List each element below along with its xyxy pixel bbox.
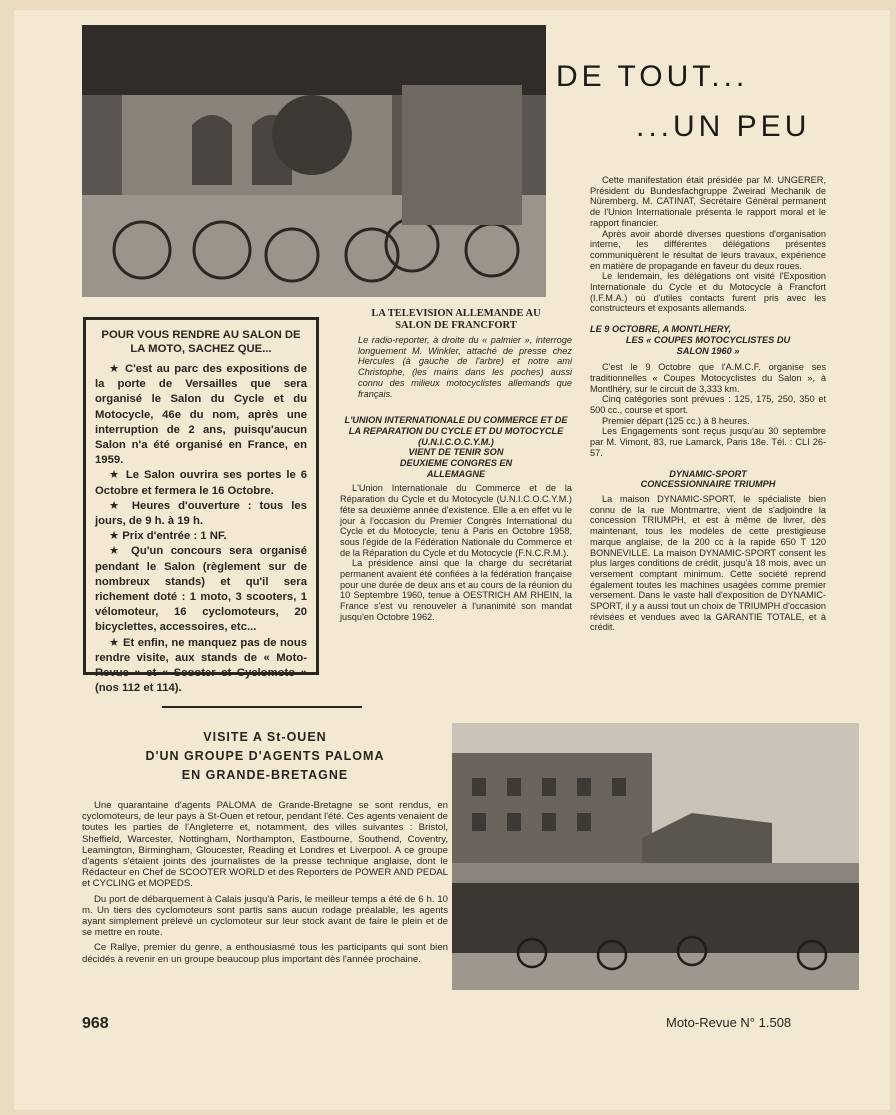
- box-item: ★ Prix d'entrée : 1 NF.: [109, 530, 227, 543]
- dynamic-subheading: CONCESSIONNAIRE TRIUMPH: [640, 479, 776, 490]
- paloma-title-line: EN GRANDE-BRETAGNE: [181, 768, 349, 782]
- headline-line2: ...UN PEU: [636, 110, 811, 143]
- box-item: ★ C'est au parc des expositions de la porte de Versailles que sera organisé le Salon du Cycle et du Motocycle, 46e du nom, après une interruption de 2 ans, puisqu'aucun Salon n'a été organisé en France, en 1959.: [95, 363, 307, 467]
- right-paragraph: Après avoir abordé diverses questions d'organisation interne, les différentes délégations présentes communiquèrent le résultat de leurs travaux, expérience en matière de propagande en faveur du deux roues.: [590, 228, 826, 271]
- union-paragraph: La présidence ainsi que la charge du secrétariat permanent avaient été confiées à la fédération française pour une durée de deux ans et au cours de la réunion du 10 Septembre 1960, tenue à OESTRICH AM RHEIN, la France s'est vu renouveler à l'unanimité son mandat jusqu'en Octobre 1962.: [340, 558, 572, 622]
- union-subheading: VIENT DE TENIR SON DEUXIEME CONGRES EN ALLEMAGNE: [399, 447, 513, 479]
- divider-rule: [162, 706, 362, 708]
- headline-line1: DE TOUT...: [556, 60, 749, 93]
- middle-column: [340, 308, 572, 623]
- paloma-photo: [452, 723, 859, 990]
- salon-info-box: [83, 317, 319, 695]
- box-item: ★ Heures d'ouverture : tous les jours, de 9 h. à 19 h.: [95, 499, 307, 528]
- dynamic-heading: DYNAMIC-SPORT: [669, 468, 747, 479]
- montlhery-paragraph: Les Engagements sont reçus jusqu'au 30 septembre par M. Vimont, 83, rue Lamarck, Paris 18e. Tél. : CLI 26-57.: [590, 426, 826, 458]
- paloma-paragraph: Du port de débarquement à Calais jusqu'à Paris, le meilleur temps a été de 6 h. 10 m. Un tiers des cyclomoteurs sont partis sans aucun rodage préalable, les agents ayant simplement prélevé un cyclomoteur sur leur stock avant de faire le plein et de se mettre en route.: [82, 893, 448, 939]
- salon-photo: [82, 25, 546, 297]
- right-column: [590, 175, 826, 633]
- page-number: 968: [82, 1015, 109, 1032]
- box-item: ★ Et enfin, ne manquez pas de nous rendre visite, aux stands de « Moto-Revue » et « Scooter et Cyclomoto » (nos 112 et 114).: [95, 636, 307, 695]
- dynamic-paragraph: La maison DYNAMIC-SPORT, le spécialiste bien connu de la rue Montmartre, vient de s'adjoindre la concession TRIUMPH, et est à même de livrer, dès maintenant, tous les modèles de cette prestigieuse marque anglaise, de la 200 cc à la rapide 650 T 120 BONNEVILLE. La maison DYNAMIC-SPORT consent les plus larges conditions de crédit, jusqu'à 18 mois, avec un versement comptant minimum. Cette société reprend également toutes les machines usagées comme premier versement. Dans le vaste hall d'exposition de DYNAMIC-SPORT, il y a aussi tout un choix de TRIUMPH d'occasion révisées et vendues avec la GARANTIE TOTALE, et à crédit.: [590, 493, 826, 633]
- paloma-paragraph: Ce Rallye, premier du genre, a enthousiasmé tous les participants qui sont bien décidés à revenir en un groupe beaucoup plus important dès l'année prochaine.: [82, 942, 448, 965]
- box-heading: POUR VOUS RENDRE AU SALON DE LA MOTO, SACHEZ QUE...: [101, 329, 301, 355]
- montlhery-paragraph: C'est le 9 Octobre que l'A.M.C.F. organise ses traditionnelles « Coupes Motocyclistes du Salon », à Montlhéry, sur le circuit de 3,333 km.: [590, 362, 826, 394]
- right-paragraph: Le lendemain, les délégations ont visité l'Exposition Internationale du Cycle et du Motocycle à Francfort (I.F.M.A.) où d'utiles contacts furent pris avec les constructeurs et exposants allemands.: [590, 271, 826, 314]
- paloma-article: [82, 800, 448, 965]
- montlhery-paragraph: Premier départ (125 cc.) à 8 heures.: [602, 415, 750, 426]
- paloma-title: [80, 728, 450, 785]
- paloma-title-line: D'UN GROUPE D'AGENTS PALOMA: [145, 749, 385, 763]
- union-acronym: (U.N.I.C.O.C.Y.M.): [418, 436, 494, 447]
- tv-caption: Le radio-reporter, à droite du « palmier », interroge longuement M. Winkler, attaché de presse chez Hercules (à gauche de l'arbre) et notre ami Christophe, (les mains dans les poches) aussi connu des milieux motocyclistes allemands que français.: [358, 335, 572, 399]
- montlhery-paragraph: Cinq catégories sont prévues : 125, 175, 250, 350 et 500 cc., course et sport.: [590, 394, 826, 416]
- right-paragraph: Cette manifestation était présidée par M. UNGERER, Président du Bundesfachgruppe Zweirad Mechanik de Nüremberg. M. CATINAT, Secrétaire Général permanent de l'Union Internationale présenta le rapport moral et le rapport financier.: [590, 175, 826, 228]
- box-item: ★ Qu'un concours sera organisé pendant le Salon (règlement sur de nombreux stands) et qu'il sera richement doté : 1 moto, 3 scooters, 1 vélomoteur, 16 cyclomoteurs, 20 bicyclettes, accessoires, etc...: [95, 545, 307, 634]
- montlhery-heading: LE 9 OCTOBRE, A MONTLHERY,: [590, 324, 732, 335]
- union-heading: L'UNION INTERNATIONALE DU COMMERCE ET DE LA REPARATION DU CYCLE ET DU MOTOCYCLE: [344, 415, 568, 436]
- union-paragraph: L'Union Internationale du Commerce et de la Réparation du Cycle et du Motocycle (U.N.I.C.O.C.Y.M.) fête sa deuxième année d'existence. Elle a en effet vu le jour à l'occasion du Premier Congrès International du Cycle et du Motocycle, tenu à Paris en Octobre 1958, sous l'égide de la Fédération Nationale du Commerce et de la Réparation du Cycle et du Motocycle (F.N.C.R.M.).: [340, 483, 572, 558]
- box-item: ★ Le Salon ouvrira ses portes le 6 Octobre et fermera le 16 Octobre.: [95, 469, 307, 497]
- montlhery-subheading: LES « COUPES MOTOCYCLISTES DU SALON 1960 »: [625, 334, 791, 356]
- paloma-title-line: VISITE A St-OUEN: [203, 730, 327, 744]
- magazine-issue: Moto-Revue N° 1.508: [666, 1015, 792, 1030]
- paloma-paragraph: Une quarantaine d'agents PALOMA de Grande-Bretagne se sont rendus, en cyclomoteurs, de leur pays à St-Ouen et retour, pendant l'été. Ces agents venaient de toutes les parties de l'Angleterre et, notamment, des villes suivantes : Bristol, Sheffield, Warcester, Nottingham, Northampton, Eastbourne, Southend, Coventry, Leamington, Birmingham, Gloucester, Reading et Londres et Liverpool. A ce groupe d'agents s'étaient joints des journalistes de la presse technique anglaise, dont le Rédacteur en Chef de SCOOTER WORLD et des Reporters de POWER AND PEDAL et CYCLING et MOPEDS.: [82, 800, 448, 890]
- tv-heading: LA TELEVISION ALLEMANDE AU SALON DE FRANCFORT: [371, 308, 541, 331]
